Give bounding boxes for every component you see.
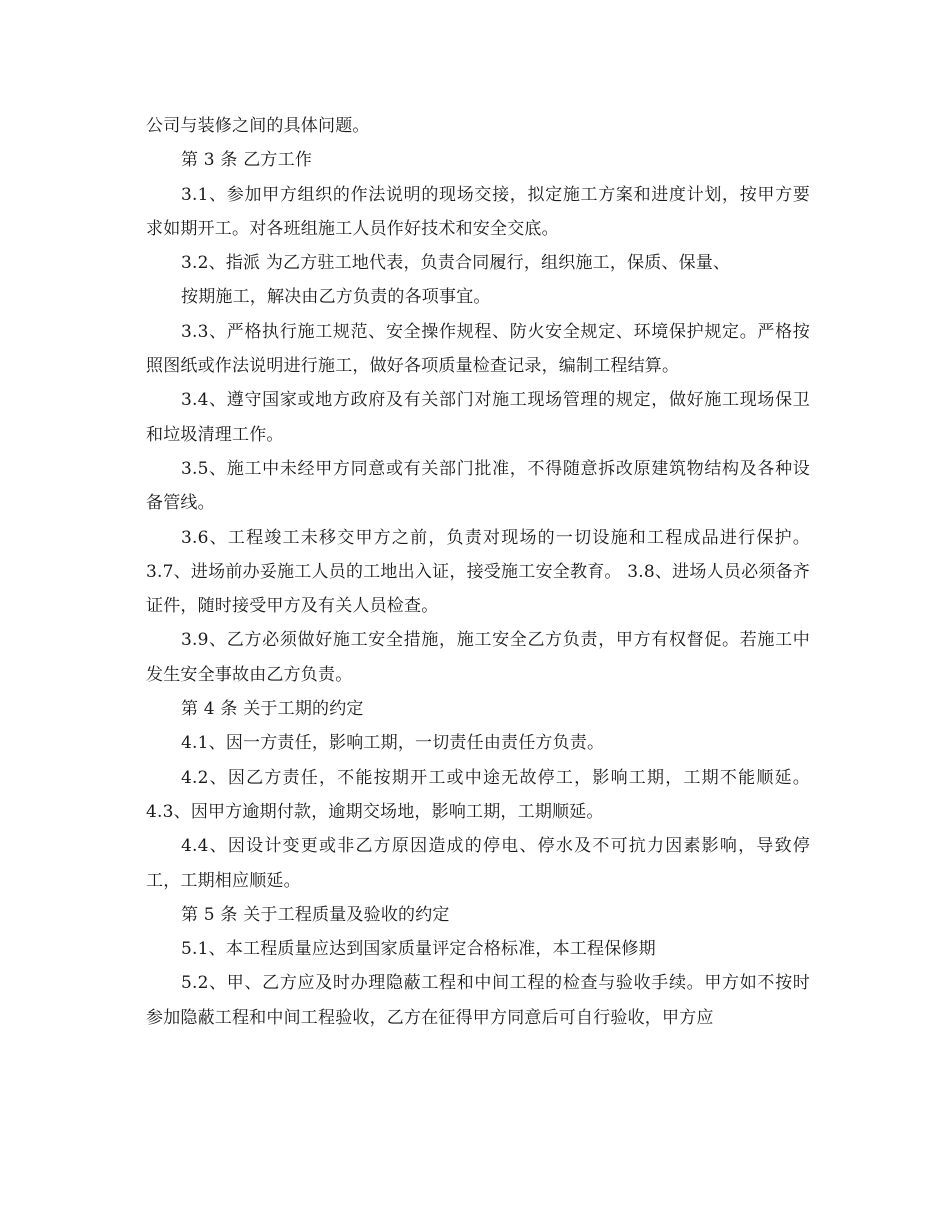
clause-3-5: 3.5、施工中未经甲方同意或有关部门批准，不得随意拆改原建筑物结构及各种设备管线。	[146, 458, 810, 514]
clause-4-4: 4.4、因设计变更或非乙方原因造成的停电、停水及不可抗力因素影响，导致停工，工期相应顺延。	[146, 836, 810, 891]
clause-4-1: 4.1、因一方责任，影响工期，一切责任由责任方负责。	[181, 733, 605, 754]
clause-3-3: 3.3、严格执行施工规范、安全操作规程、防火安全规定、环境保护规定。严格按照图纸或作法说明进行施工，做好各项质量检查记录，编制工程结算。	[146, 321, 810, 377]
paragraph-continuation: 公司与装修之间的具体问题。	[146, 116, 370, 136]
section-heading-5: 第 5 条 关于工程质量及验收的约定	[181, 904, 450, 925]
clause-4-2-4-3: 4.2、因乙方责任，不能按期开工或中途无故停工，影响工期，工期不能顺延。 4.3、因甲方逾期付款，逾期交场地，影响工期，工期顺延。	[146, 767, 810, 822]
section-heading-3: 第 3 条 乙方工作	[181, 150, 313, 171]
section-heading-4: 第 4 条 关于工期的约定	[181, 699, 364, 720]
document-body	[146, 109, 810, 1035]
clause-5-1: 5.1、本工程质量应达到国家质量评定合格标准，本工程保修期	[181, 939, 656, 960]
clause-3-4: 3.4、遵守国家或地方政府及有关部门对施工现场管理的规定，做好施工现场保卫和垃圾清理工作。	[146, 390, 810, 445]
clause-5-2: 5.2、甲、乙方应及时办理隐蔽工程和中间工程的检查与验收手续。甲方如不按时参加隐蔽工程和中间工程验收，乙方在征得甲方同意后可自行验收，甲方应	[146, 973, 810, 1028]
clause-3-6-3-8: 3.6、工程竣工未移交甲方之前，负责对现场的一切设施和工程成品进行保护。 3.7、进场前办妥施工人员的工地出入证，接受施工安全教育。 3.8、进场人员必须备齐证件，随时接受甲方及有关人员检查。	[146, 527, 810, 617]
clause-3-2-continued: 按期施工，解决由乙方负责的各项事宜。	[181, 287, 491, 308]
clause-3-2: 3.2、指派 为乙方驻工地代表，负责合同履行，组织施工，保质、保量、	[181, 253, 731, 274]
clause-3-1: 3.1、参加甲方组织的作法说明的现场交接，拟定施工方案和进度计划，按甲方要求如期开工。对各班组施工人员作好技术和安全交底。	[146, 184, 810, 239]
clause-3-9: 3.9、乙方必须做好施工安全措施，施工安全乙方负责，甲方有权督促。若施工中发生安全事故由乙方负责。	[146, 630, 810, 685]
